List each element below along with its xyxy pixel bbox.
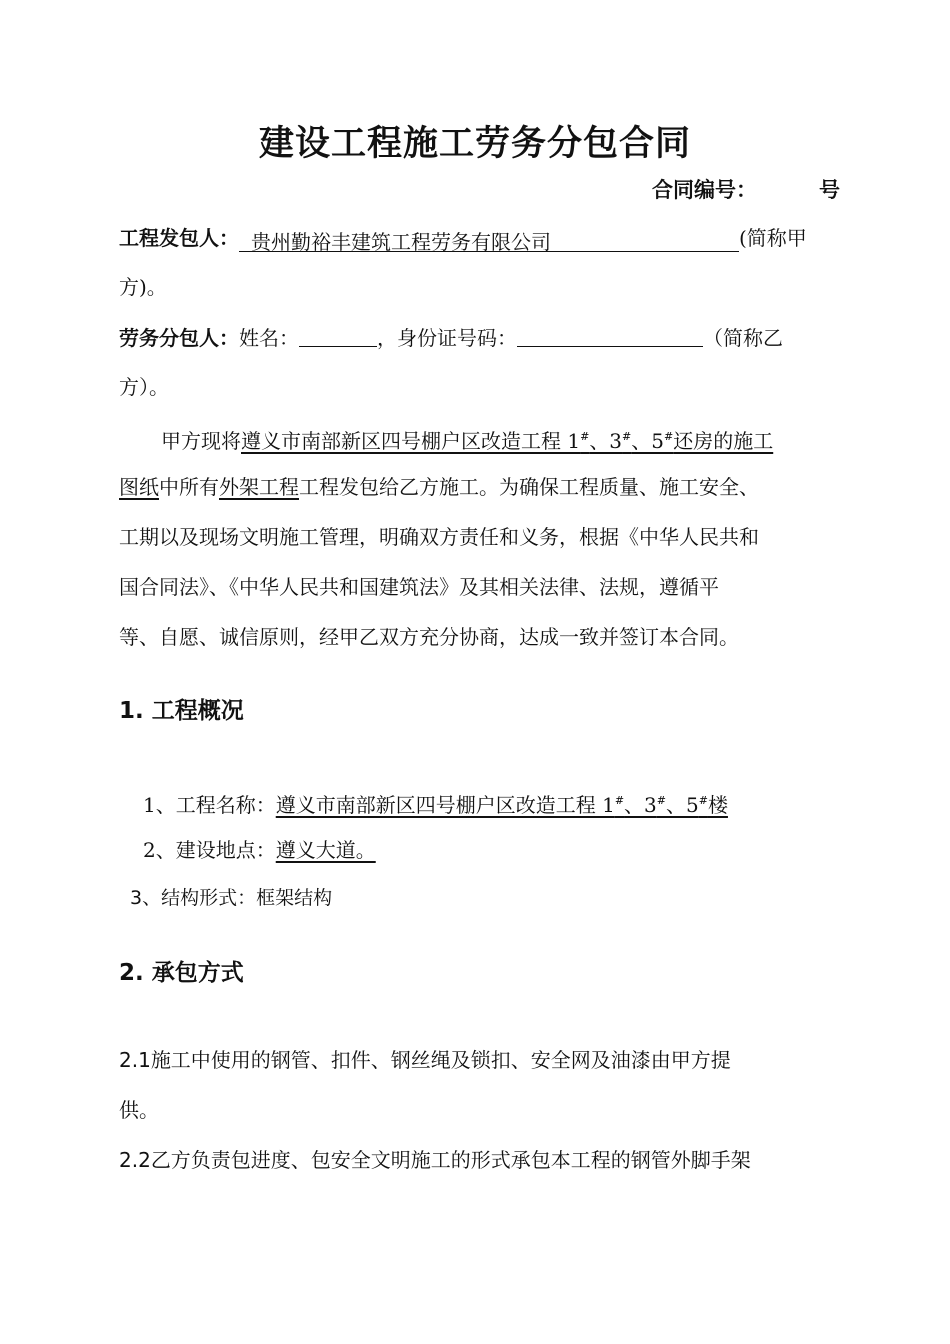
contractor-line xyxy=(119,224,807,252)
intro-line-4: 国合同法》、《中华人民共和国建筑法》及其相关法律、法规，遵循平 xyxy=(119,575,719,599)
project-name-b: 、3 xyxy=(624,793,657,817)
project-sup-1: # xyxy=(614,794,625,807)
project-name-c: 、5 xyxy=(666,793,699,817)
intro-text-3: 工程发包给乙方施工。为确保工程质量、施工安全、 xyxy=(299,475,759,499)
contractor-tail: (简称甲 xyxy=(739,226,807,250)
contract-number-label: 合同编号： xyxy=(652,178,757,202)
subcontractor-line xyxy=(119,324,783,352)
intro-line-1 xyxy=(161,423,773,455)
intro-sup-3: # xyxy=(664,430,674,443)
clause-2-1-number: 2.1 xyxy=(119,1048,151,1072)
section-2-heading: 2. 承包方式 xyxy=(119,960,244,986)
location-label: 2、建设地点： xyxy=(143,838,276,862)
clause-2-1-line-2: 供。 xyxy=(119,1098,159,1122)
contractor-line-2: 方)。 xyxy=(119,275,167,299)
project-sup-2: # xyxy=(656,794,666,807)
contract-number xyxy=(652,174,840,204)
intro-line-3: 工期以及现场文明施工管理，明确双方责任和义务，根据《中华人民共和 xyxy=(119,525,759,549)
intro-sup-1: # xyxy=(580,430,590,443)
intro-drawings: 图纸 xyxy=(119,475,159,499)
contractor-label: 工程发包人： xyxy=(119,226,239,250)
name-label: 姓名： xyxy=(239,326,299,350)
intro-line-2 xyxy=(119,473,759,501)
project-name-value xyxy=(276,793,728,817)
subcontractor-tail: （简称乙 xyxy=(703,326,783,350)
clause-2-1-text: 施工中使用的钢管、扣件、钢丝绳及锁扣、安全网及油漆由甲方提 xyxy=(150,1048,731,1072)
intro-sup-2: # xyxy=(622,430,632,443)
project-name-a: 遵义市南部新区四号棚户区改造工程 1 xyxy=(275,793,615,817)
intro-text-2: 中所有 xyxy=(159,475,219,499)
intro-project-tail: 还房的施工 xyxy=(673,429,774,453)
intro-project-3: 、3 xyxy=(589,429,623,453)
intro-project: 遵义市南部新区四号棚户区改造工程 1 xyxy=(241,429,581,453)
contractor-name: 贵州勤裕丰建筑工程劳务有限公司 xyxy=(251,230,551,254)
subcontractor-label: 劳务分包人： xyxy=(119,326,239,350)
name-blank xyxy=(299,326,377,347)
clause-2-1-line-1 xyxy=(119,1046,731,1074)
subcontractor-line-2: 方）。 xyxy=(119,375,169,399)
intro-line-5: 等、自愿、诚信原则，经甲乙双方充分协商，达成一致并签订本合同。 xyxy=(119,625,739,649)
intro-scaffold-work: 外架工程 xyxy=(219,475,299,499)
location-line xyxy=(143,836,376,864)
contract-number-suffix: 号 xyxy=(819,178,840,202)
project-name-label: 1、工程名称： xyxy=(143,793,276,817)
project-name-underlined xyxy=(241,429,773,453)
clause-2-2-text: 乙方负责包进度、包安全文明施工的形式承包本工程的钢管外脚手架 xyxy=(150,1148,751,1172)
section-1-heading: 1. 工程概况 xyxy=(119,698,244,724)
clause-2-2-number: 2.2 xyxy=(119,1148,151,1172)
structure-line: 3、结构形式：框架结构 xyxy=(130,887,333,909)
intro-project-5: 、5 xyxy=(631,429,664,453)
contractor-name-field xyxy=(239,228,739,252)
id-blank xyxy=(517,326,703,347)
document-title: 建设工程施工劳务分包合同 xyxy=(258,124,691,164)
location-value: 遵义大道。 xyxy=(275,838,376,862)
id-label: ，身份证号码： xyxy=(377,326,517,350)
project-name-d: 楼 xyxy=(707,793,728,817)
clause-2-2-line-1 xyxy=(119,1146,751,1174)
intro-text: 甲方现将 xyxy=(161,429,241,453)
project-sup-3: # xyxy=(698,794,708,807)
project-name-line xyxy=(143,787,728,819)
